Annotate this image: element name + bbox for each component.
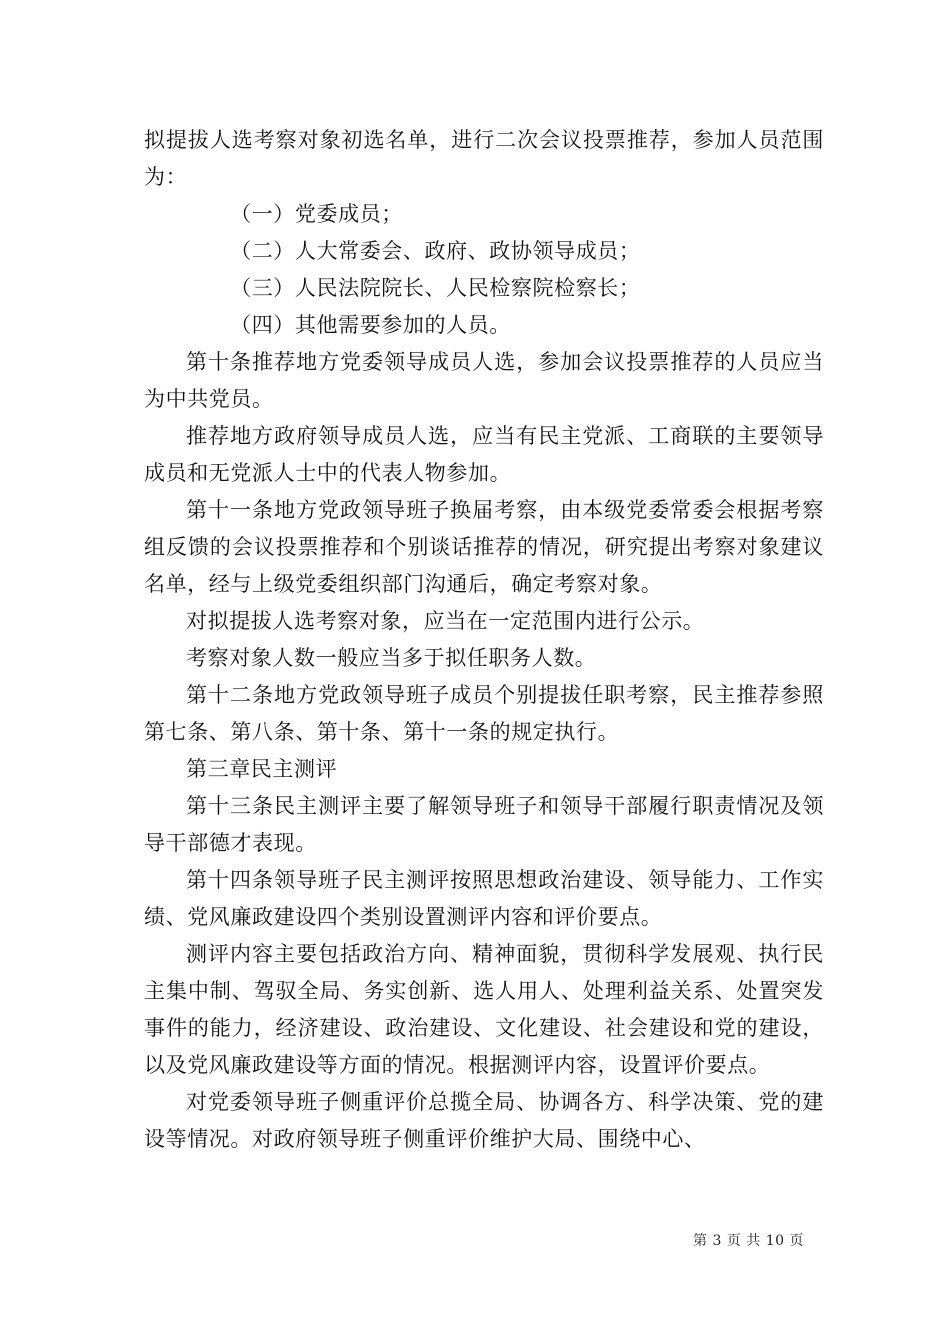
list-item: （三）人民法院院长、人民检察院检察长； xyxy=(230,276,641,300)
list-item: （一）党委成员； xyxy=(230,202,403,226)
paragraph: 测评内容主要包括政治方向、精神面貌，贯彻科学发展观、执行民主集中制、驾驭全局、务实创新、选人用人、处理利益关系、处置突发事件的能力，经济建设、政治建设、文化建设、社会建设和党的建设，以及党风廉政建设等方面的情况。根据测评内容，设置评价要点。 xyxy=(144,942,824,1077)
list-item: （四）其他需要参加的人员。 xyxy=(230,313,511,337)
paragraph-article-13: 第十三条民主测评主要了解领导班子和领导干部履行职责情况及领导干部德才表现。 xyxy=(144,794,824,855)
paragraph-article-14: 第十四条领导班子民主测评按照思想政治建设、领导能力、工作实绩、党风廉政建设四个类别设置测评内容和评价要点。 xyxy=(144,868,824,929)
paragraph: 考察对象人数一般应当多于拟任职务人数。 xyxy=(186,646,597,670)
paragraph-article-10: 第十条推荐地方党委领导成员人选，参加会议投票推荐的人员应当为中共党员。 xyxy=(144,350,824,411)
paragraph: 推荐地方政府领导成员人选，应当有民主党派、工商联的主要领导成员和无党派人士中的代表人物参加。 xyxy=(144,424,824,485)
paragraph-continuation: 拟提拔人选考察对象初选名单，进行二次会议投票推荐，参加人员范围为： xyxy=(144,128,824,189)
paragraph: 对拟提拔人选考察对象，应当在一定范围内进行公示。 xyxy=(186,609,705,633)
list-item: （二）人大常委会、政府、政协领导成员； xyxy=(230,239,641,263)
page-number-footer: 第 3 页 共 10 页 xyxy=(693,1233,804,1249)
paragraph-article-12: 第十二条地方党政领导班子成员个别提拔任职考察，民主推荐参照第七条、第八条、第十条、第十一条的规定执行。 xyxy=(144,683,824,744)
document-body xyxy=(144,122,824,1158)
chapter-heading: 第三章民主测评 xyxy=(186,757,338,781)
paragraph: 对党委领导班子侧重评价总揽全局、协调各方、科学决策、党的建设等情况。对政府领导班子侧重评价维护大局、围绕中心、 xyxy=(144,1090,824,1151)
paragraph-article-11: 第十一条地方党政领导班子换届考察，由本级党委常委会根据考察组反馈的会议投票推荐和个别谈话推荐的情况，研究提出考察对象建议名单，经与上级党委组织部门沟通后，确定考察对象。 xyxy=(144,498,824,596)
